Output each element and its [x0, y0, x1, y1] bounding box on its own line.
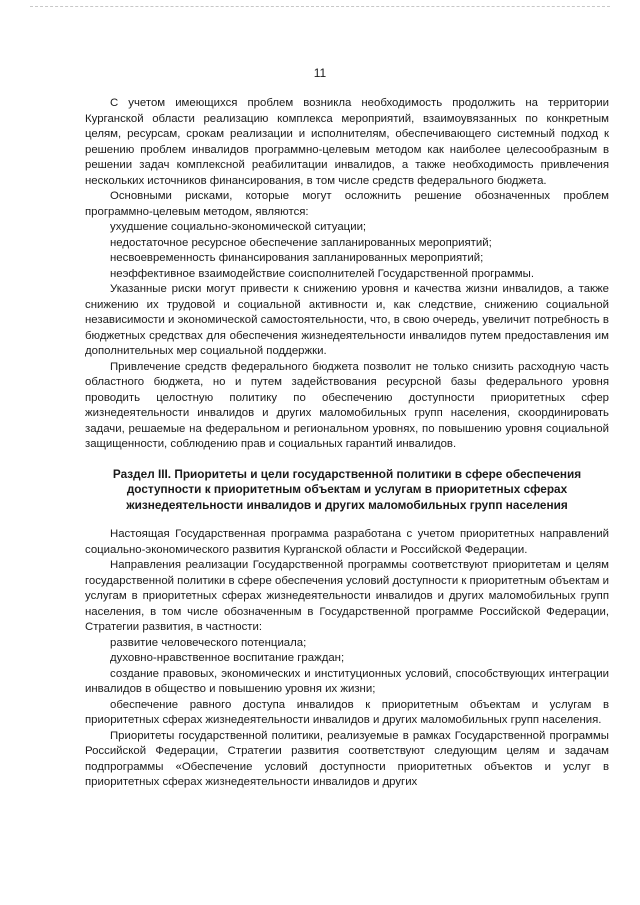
- page-number: 11: [313, 66, 327, 80]
- paragraph: Направления реализации Государственной программы соответствуют приоритетам и целям государственной политики в сфере обеспечения условий доступности к приоритетным объектам и услугам в приоритетных сферах жизнедеятельности инвалидов и других маломобильных групп населения, в том числе обозначенным в Государственной программе Российской Федерации, Стратегии развития, в частности:: [85, 559, 610, 633]
- scan-top-edge: [30, 6, 610, 8]
- list-item: создание правовых, экономических и институционных условий, способствующих интеграции инвалидов в общество и повышению уровня их жизни;: [85, 667, 609, 695]
- list-item: духовно-нравственное воспитание граждан;: [110, 652, 345, 664]
- paragraph: С учетом имеющихся проблем возникла необходимость продолжить на территории Курганской области реализацию комплекса мероприятий, взаимоувязанных по конкретным целям, ресурсам, срокам реализации и исполнителям, обеспечивающего системный подход к решению проблем инвалидов программно-целевым методом как наиболее целесообразным в решении задач комплексной реабилитации инвалидов, а также необходимость привлечения нескольких источников финансирования, в том числе средств федерального бюджета.: [85, 97, 609, 187]
- list-item: недостаточное ресурсное обеспечение запланированных мероприятий;: [110, 236, 492, 249]
- paragraph: Приоритеты государственной политики, реализуемые в рамках Государственной программы Российской Федерации, Стратегии развития соответствуют следующим целям и задачам подпрограммы «Обеспечение условий доступности приоритетных объектов и услуг в приоритетных сферах жизнедеятельности инвалидов и других: [85, 729, 609, 788]
- list-item: развитие человеческого потенциала;: [110, 636, 307, 649]
- paragraph: Настоящая Государственная программа разработана с учетом приоритетных направлений социально-экономического развития Курганской области и Российской Федерации.: [85, 528, 609, 556]
- list-item: ухудшение социально-экономической ситуации;: [110, 221, 367, 233]
- section-heading: Раздел III. Приоритеты и цели государственной политики в сфере обеспечения доступности к приоритетным объектам и услугам в приоритетных сферах жизнедеятельности инвалидов и других маломобильных групп населения: [112, 466, 582, 512]
- paragraph: Указанные риски могут привести к снижению уровня и качества жизни инвалидов, а также снижению их трудовой и социальной активности и, как следствие, снижению социальной независимости и экономической самостоятельности, что, в свою очередь, увеличит потребность в бюджетных средствах для обеспечения жизнедеятельности инвалидов путем предоставления им дополнительных мер социальной поддержки.: [85, 283, 609, 357]
- list-item: обеспечение равного доступа инвалидов к приоритетным объектам и услугам в приоритетных сферах жизнедеятельности инвалидов и других маломобильных групп населения.: [85, 698, 609, 726]
- paragraph: Основными рисками, которые могут осложнить решение обозначенных проблем программно-целевым методом, являются:: [85, 190, 609, 218]
- list-item: неэффективное взаимодействие соисполнителей Государственной программы.: [110, 267, 534, 280]
- list-item: несвоевременность финансирования запланированных мероприятий;: [110, 252, 484, 264]
- paragraph: Привлечение средств федерального бюджета позволит не только снизить расходную часть областного бюджета, но и путем задействования ресурсной базы федерального уровня проводить целостную политику по обеспечению доступности приоритетных сфер жизнедеятельности инвалидов и других маломобильных групп населения, скоординировать задачи, решаемые на федеральном и региональном уровнях, по повышению уровня социальной защищенности, соблюдению прав и социальных гарантий инвалидов.: [85, 360, 609, 450]
- document-body: [85, 96, 609, 791]
